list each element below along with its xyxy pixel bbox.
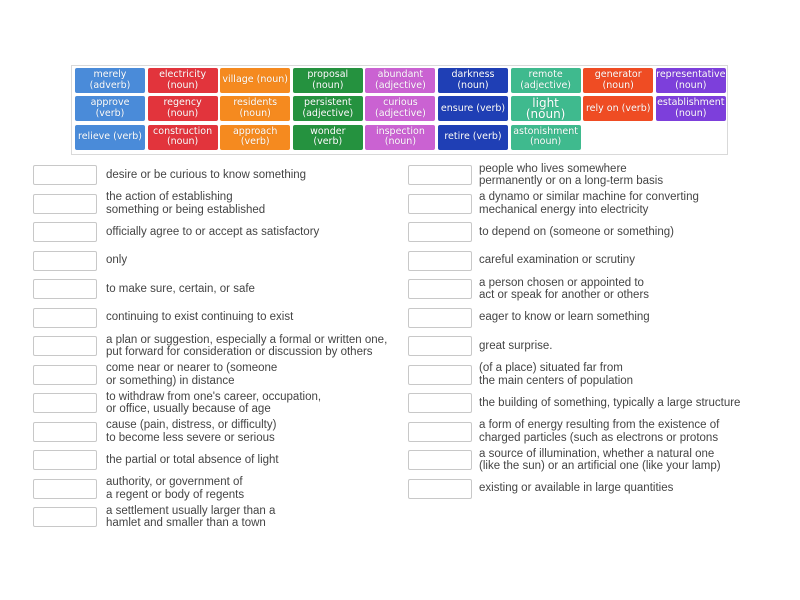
word-tile[interactable]: construction (noun) [148, 125, 218, 150]
definition-text: a source of illumination, whether a natural one (like the sun) or an artificial one (like your lamp) [479, 447, 721, 472]
definition-text: a plan or suggestion, especially a formal or written one, put forward for consideration or discussion by others [106, 333, 388, 358]
word-tile[interactable]: ensure (verb) [438, 96, 508, 121]
definition-text: a form of energy resulting from the existence of charged particles (such as electrons or protons [479, 419, 720, 444]
word-tile[interactable]: electricity (noun) [148, 68, 218, 93]
definition-text: cause (pain, distress, or difficulty) to become less severe or serious [106, 419, 277, 444]
definition-text: a settlement usually larger than a hamlet and smaller than a town [106, 504, 276, 529]
answer-slot[interactable] [33, 279, 97, 299]
word-tile[interactable]: residents (noun) [220, 96, 290, 121]
answer-slot[interactable] [33, 308, 97, 328]
answer-slot[interactable] [33, 251, 97, 271]
word-tile[interactable]: approach (verb) [220, 125, 290, 150]
definition-text: a person chosen or appointed to act or speak for another or others [479, 276, 650, 301]
answer-slot[interactable] [33, 479, 97, 499]
word-tile[interactable]: relieve (verb) [75, 125, 145, 150]
definition-text: the partial or total absence of light [106, 453, 279, 466]
word-tile[interactable]: astonishment (noun) [511, 125, 581, 150]
word-tile[interactable]: inspection (noun) [365, 125, 435, 150]
answer-slot[interactable] [33, 336, 97, 356]
definition-text: great surprise. [479, 339, 553, 352]
answer-slot[interactable] [33, 194, 97, 214]
word-tile[interactable]: persistent (adjective) [293, 96, 363, 121]
word-tile[interactable]: representative (noun) [656, 68, 726, 93]
definition-text: the action of establishing something or being established [106, 191, 266, 216]
word-tile[interactable]: approve (verb) [75, 96, 145, 121]
answer-slot[interactable] [408, 365, 472, 385]
definition-text: to make sure, certain, or safe [106, 282, 255, 295]
answer-slot[interactable] [408, 194, 472, 214]
word-tile[interactable]: village (noun) [220, 68, 290, 93]
definition-text: people who lives somewhere permanently or on a long-term basis [479, 162, 664, 187]
answer-slot[interactable] [408, 308, 472, 328]
word-tile[interactable]: remote (adjective) [511, 68, 581, 93]
answer-slot[interactable] [408, 450, 472, 470]
definition-text: to depend on (someone or something) [479, 225, 674, 238]
answer-slot[interactable] [33, 450, 97, 470]
answer-slot[interactable] [33, 165, 97, 185]
definition-text: only [106, 254, 128, 267]
word-tile[interactable]: proposal (noun) [293, 68, 363, 93]
word-tile[interactable]: retire (verb) [438, 125, 508, 150]
word-tile[interactable]: generator (noun) [583, 68, 653, 93]
answer-slot[interactable] [408, 165, 472, 185]
word-tile[interactable]: wonder (verb) [293, 125, 363, 150]
word-tile[interactable]: light (noun) [511, 96, 581, 121]
definition-text: eager to know or learn something [479, 311, 650, 324]
definition-text: a dynamo or similar machine for converting mechanical energy into electricity [479, 191, 699, 216]
answer-slot[interactable] [408, 251, 472, 271]
answer-slot[interactable] [33, 393, 97, 413]
word-tile[interactable]: darkness (noun) [438, 68, 508, 93]
word-tile[interactable]: abundant (adjective) [365, 68, 435, 93]
word-tile[interactable]: regency (noun) [148, 96, 218, 121]
answer-slot[interactable] [408, 222, 472, 242]
definition-text: to withdraw from one's career, occupation, or office, usually because of age [106, 390, 322, 415]
definition-text: continuing to exist continuing to exist [106, 311, 294, 324]
answer-slot[interactable] [33, 507, 97, 527]
answer-slot[interactable] [408, 422, 472, 442]
answer-slot[interactable] [33, 422, 97, 442]
answer-slot[interactable] [408, 279, 472, 299]
answer-slot[interactable] [408, 479, 472, 499]
definition-text: come near or nearer to (someone or something) in distance [106, 362, 278, 387]
answer-slot[interactable] [408, 393, 472, 413]
answer-slot[interactable] [33, 365, 97, 385]
definition-text: desire or be curious to know something [106, 168, 307, 181]
answer-slot[interactable] [408, 336, 472, 356]
definition-text: the building of something, typically a large structure [479, 396, 741, 409]
definition-text: officially agree to or accept as satisfactory [106, 225, 320, 238]
definition-text: (of a place) situated far from the main centers of population [479, 362, 634, 387]
word-tile[interactable]: establishment (noun) [656, 96, 726, 121]
answer-slot[interactable] [33, 222, 97, 242]
definition-text: careful examination or scrutiny [479, 254, 635, 267]
definition-text: authority, or government of a regent or body of regents [106, 476, 245, 501]
definition-text: existing or available in large quantities [479, 482, 674, 495]
word-tile[interactable]: rely on (verb) [583, 96, 653, 121]
word-tile[interactable]: merely (adverb) [75, 68, 145, 93]
word-tile[interactable]: curious (adjective) [365, 96, 435, 121]
